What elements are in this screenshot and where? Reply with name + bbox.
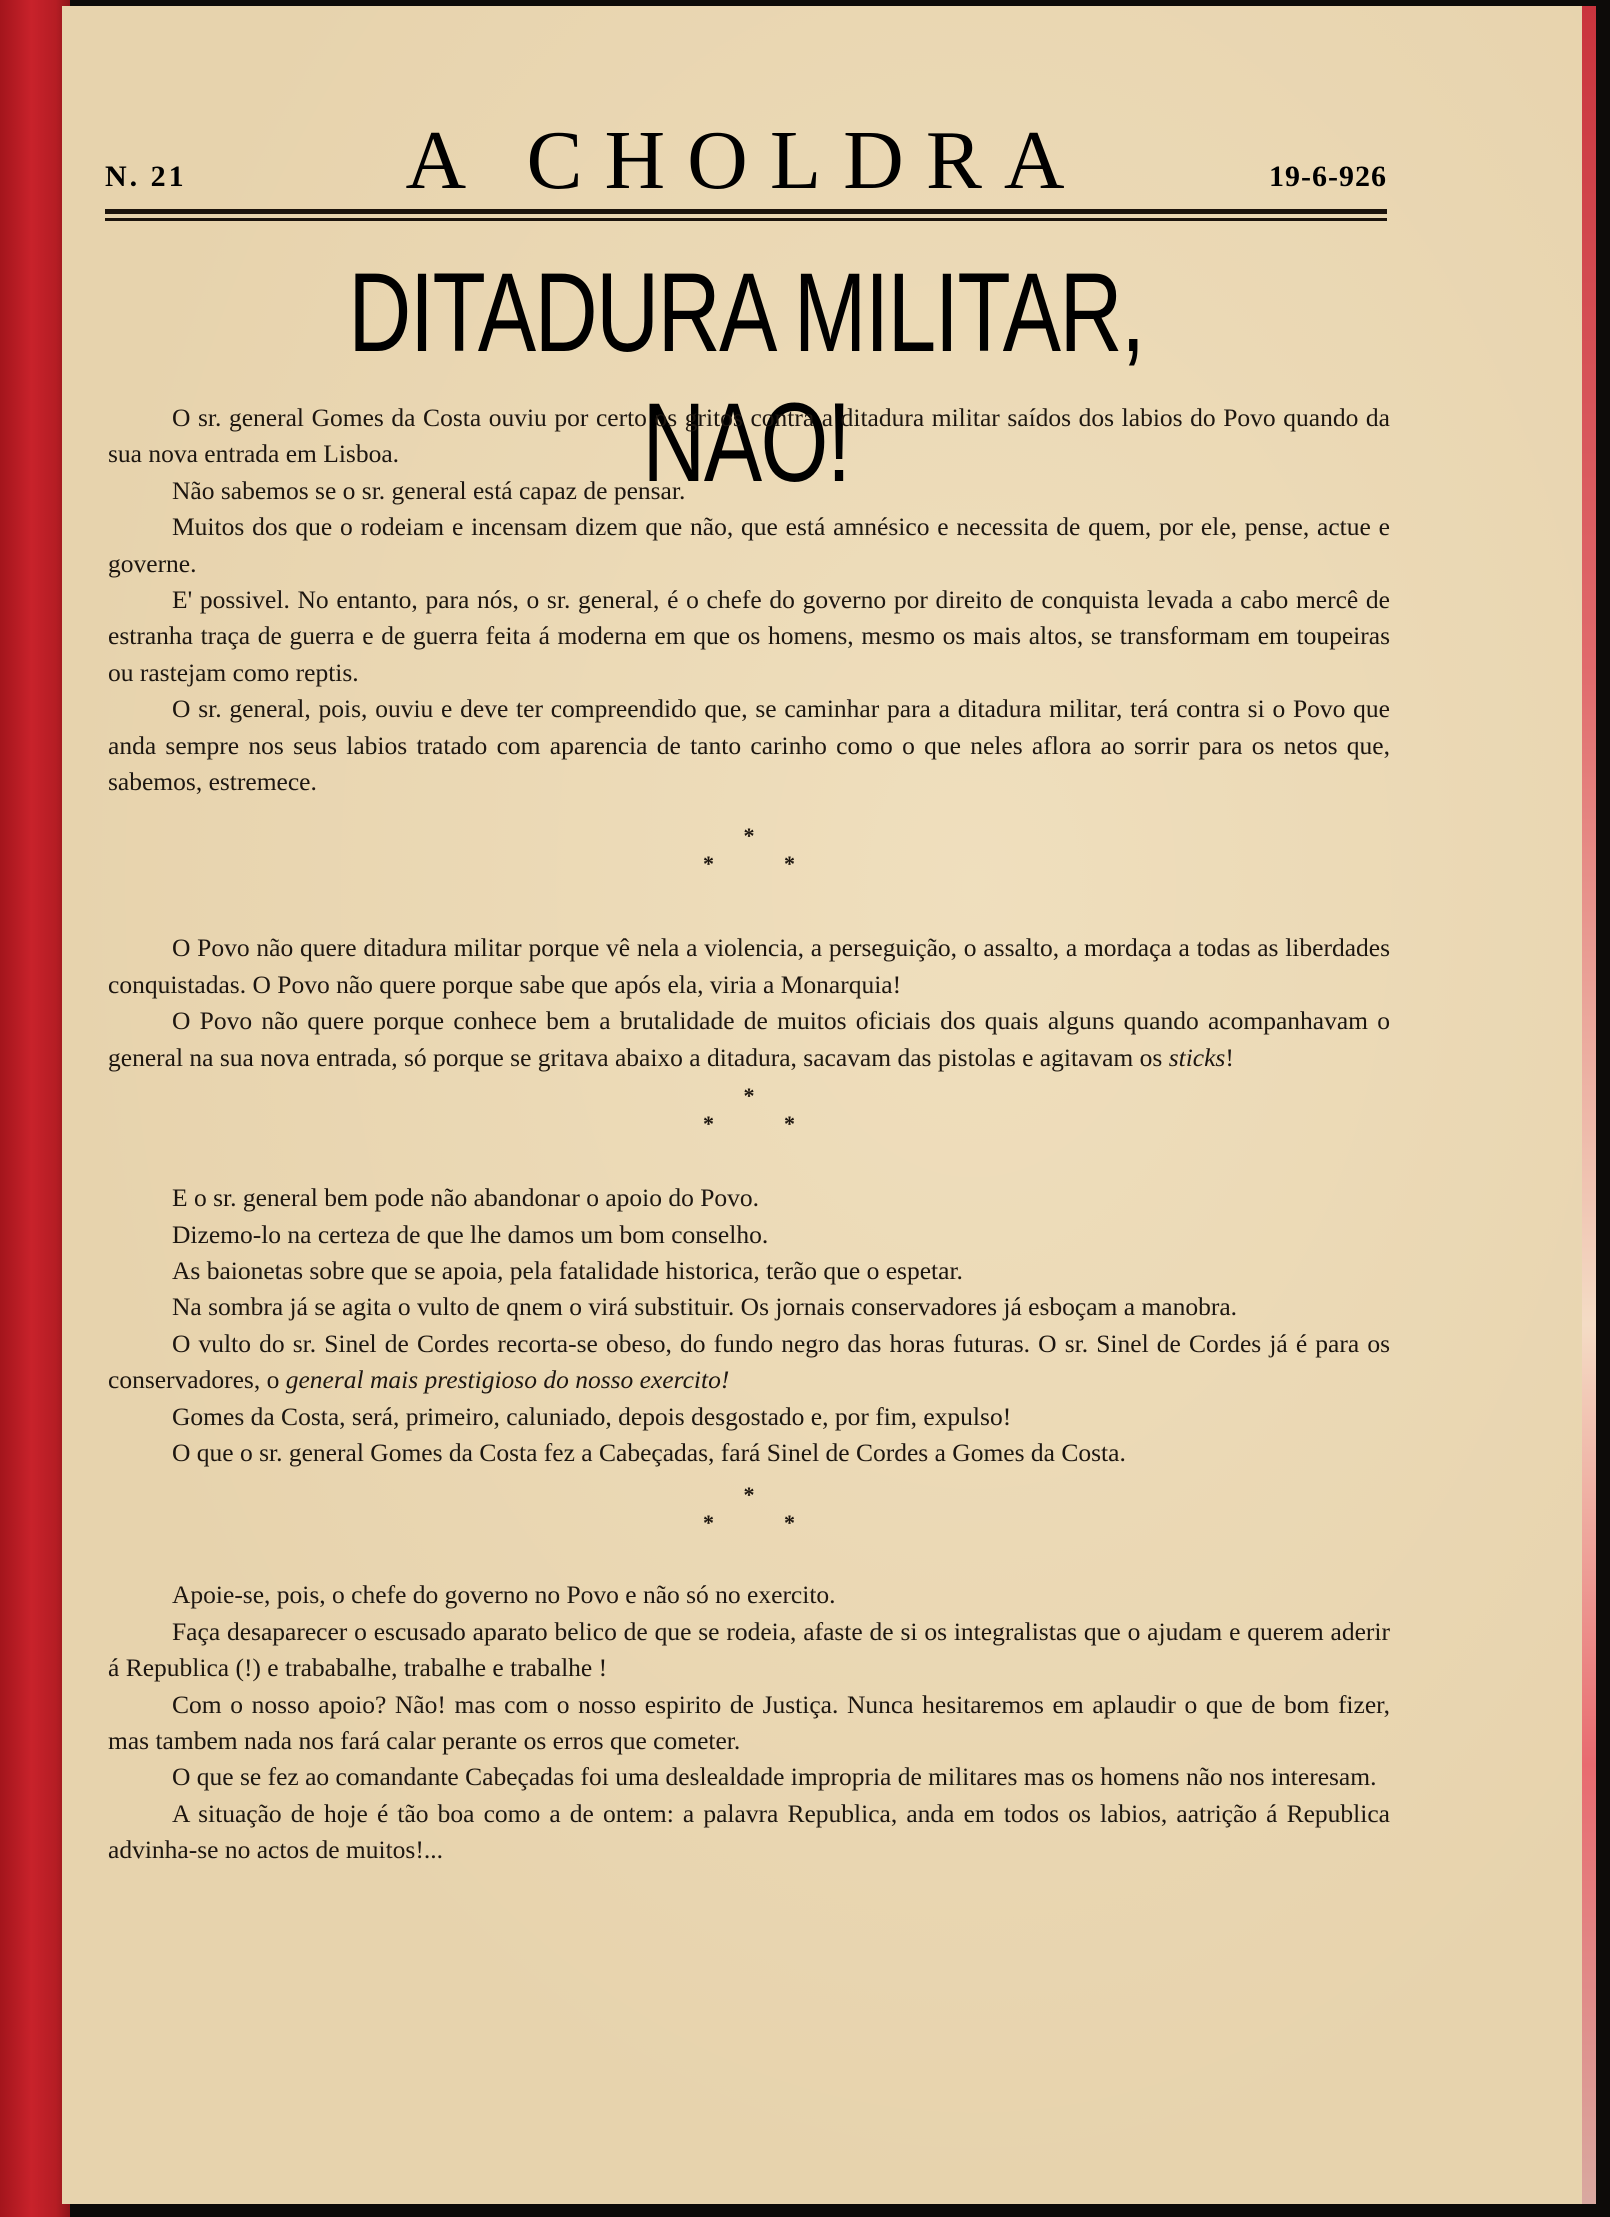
paragraph: O que se fez ao comandante Cabeçadas foi uma deslealdade impropria de militares mas os homens não nos interesam. — [172, 1762, 1377, 1792]
paragraph: A situação de hoje é tão boa como a de ontem: a palavra Republica, anda em todos os labios, aatrição á Republica advinha-se no actos de muitos!... — [108, 1798, 1390, 1865]
issue-number: N. 21 — [105, 160, 187, 193]
red-binding-spine — [0, 0, 70, 2217]
paragraph: Muitos dos que o rodeiam e incensam dizem que não, que está amnésico e necessita de quem, por ele, pense, actue e governe. — [108, 512, 1390, 578]
paragraph: Faça desaparecer o escusado aparato belico de que se rodeia, afaste de si os integralistas que o ajudam e querem aderir á Republica (!) e trababalhe, trabalhe e trabalhe ! — [108, 1616, 1390, 1683]
paragraph: O que o sr. general Gomes da Costa fez a Cabeçadas, fará Sinel de Cordes a Gomes da Costa. — [172, 1437, 1126, 1467]
paragraph: O sr. general, pois, ouviu e deve ter compreendido que, se caminhar para a ditadura militar, terá contra si o Povo que anda sempre nos seus labios tratado com aparencia de tanto carinho como o que neles aflora ao sorrir para os netos que, sabemos, estremece. — [108, 694, 1390, 797]
masthead-rule-thin — [105, 218, 1387, 221]
headline: DITADURA MILITAR, NAO! — [348, 250, 1144, 505]
issue-date: 19-6-926 — [1269, 160, 1387, 193]
newspaper-title: A CHOLDRA — [405, 114, 1087, 207]
paragraph: O Povo não quere ditadura militar porque vê nela a violencia, a perseguição, o assalto, a mordaça a todas as liberdades conquistadas. O Povo não quere porque sabe que após ela, viria a Monarquia! — [108, 933, 1390, 999]
italic-phrase: general mais prestigioso do nosso exercito! — [285, 1365, 730, 1395]
paragraph: Não sabemos se o sr. general está capaz de pensar. — [172, 475, 686, 505]
asterism-separator: * ** — [703, 1083, 865, 1137]
paragraph: As baionetas sobre que se apoia, pela fatalidade historica, terão que o espetar. — [172, 1255, 963, 1285]
masthead — [105, 112, 1387, 212]
article-body — [108, 400, 1390, 1869]
paragraph: E o sr. general bem pode não abandonar o apoio do Povo. — [172, 1183, 760, 1213]
paragraph: Gomes da Costa, será, primeiro, caluniado, depois desgostado e, por fim, expulso! — [172, 1401, 1012, 1431]
asterism-separator: * ** — [703, 823, 865, 877]
paragraph: O sr. general Gomes da Costa ouviu por certo os gritos contra a ditadura militar saídos dos labios do Povo quando da sua nova entrada em Lisboa. — [108, 403, 1390, 469]
paragraph: Dizemo-lo na certeza de que lhe damos um bom conselho. — [172, 1219, 769, 1249]
masthead-rule-thick — [105, 209, 1387, 214]
paragraph: O Povo não quere porque conhece bem a brutalidade de muitos oficiais dos quais alguns quando acompanhavam o general na sua nova entrada, só porque se gritava abaixo a ditadura, sacavam das pistolas e agitavam os sticks! — [108, 1006, 1390, 1072]
paragraph: Na sombra já se agita o vulto de qnem o virá substituir. Os jornais conservadores já esboçam a manobra. — [172, 1292, 1238, 1322]
page-right-edge — [1582, 6, 1596, 2204]
paragraph: E' possivel. No entanto, para nós, o sr. general, é o chefe do governo por direito de conquista levada a cabo mercê de estranha traça de guerra e de guerra feita á moderna em que os homens, mesmo os mais altos, se transformam em toupeiras ou rastejam como reptis. — [108, 585, 1390, 687]
paragraph: Apoie-se, pois, o chefe do governo no Povo e não só no exercito. — [172, 1580, 836, 1610]
asterism-separator: * ** — [703, 1482, 865, 1536]
paragraph: Com o nosso apoio? Não! mas com o nosso espirito de Justiça. Nunca hesitaremos em aplaudir o que de bom fizer, mas tambem nada nos fará calar perante os erros que cometer. — [108, 1689, 1390, 1755]
paragraph: O vulto do sr. Sinel de Cordes recorta-se obeso, do fundo negro das horas futuras. O sr. Sinel de Cordes já é para os conservadores, o general mais prestigioso do nosso exercito! — [108, 1328, 1390, 1395]
italic-word: sticks — [1168, 1042, 1226, 1072]
